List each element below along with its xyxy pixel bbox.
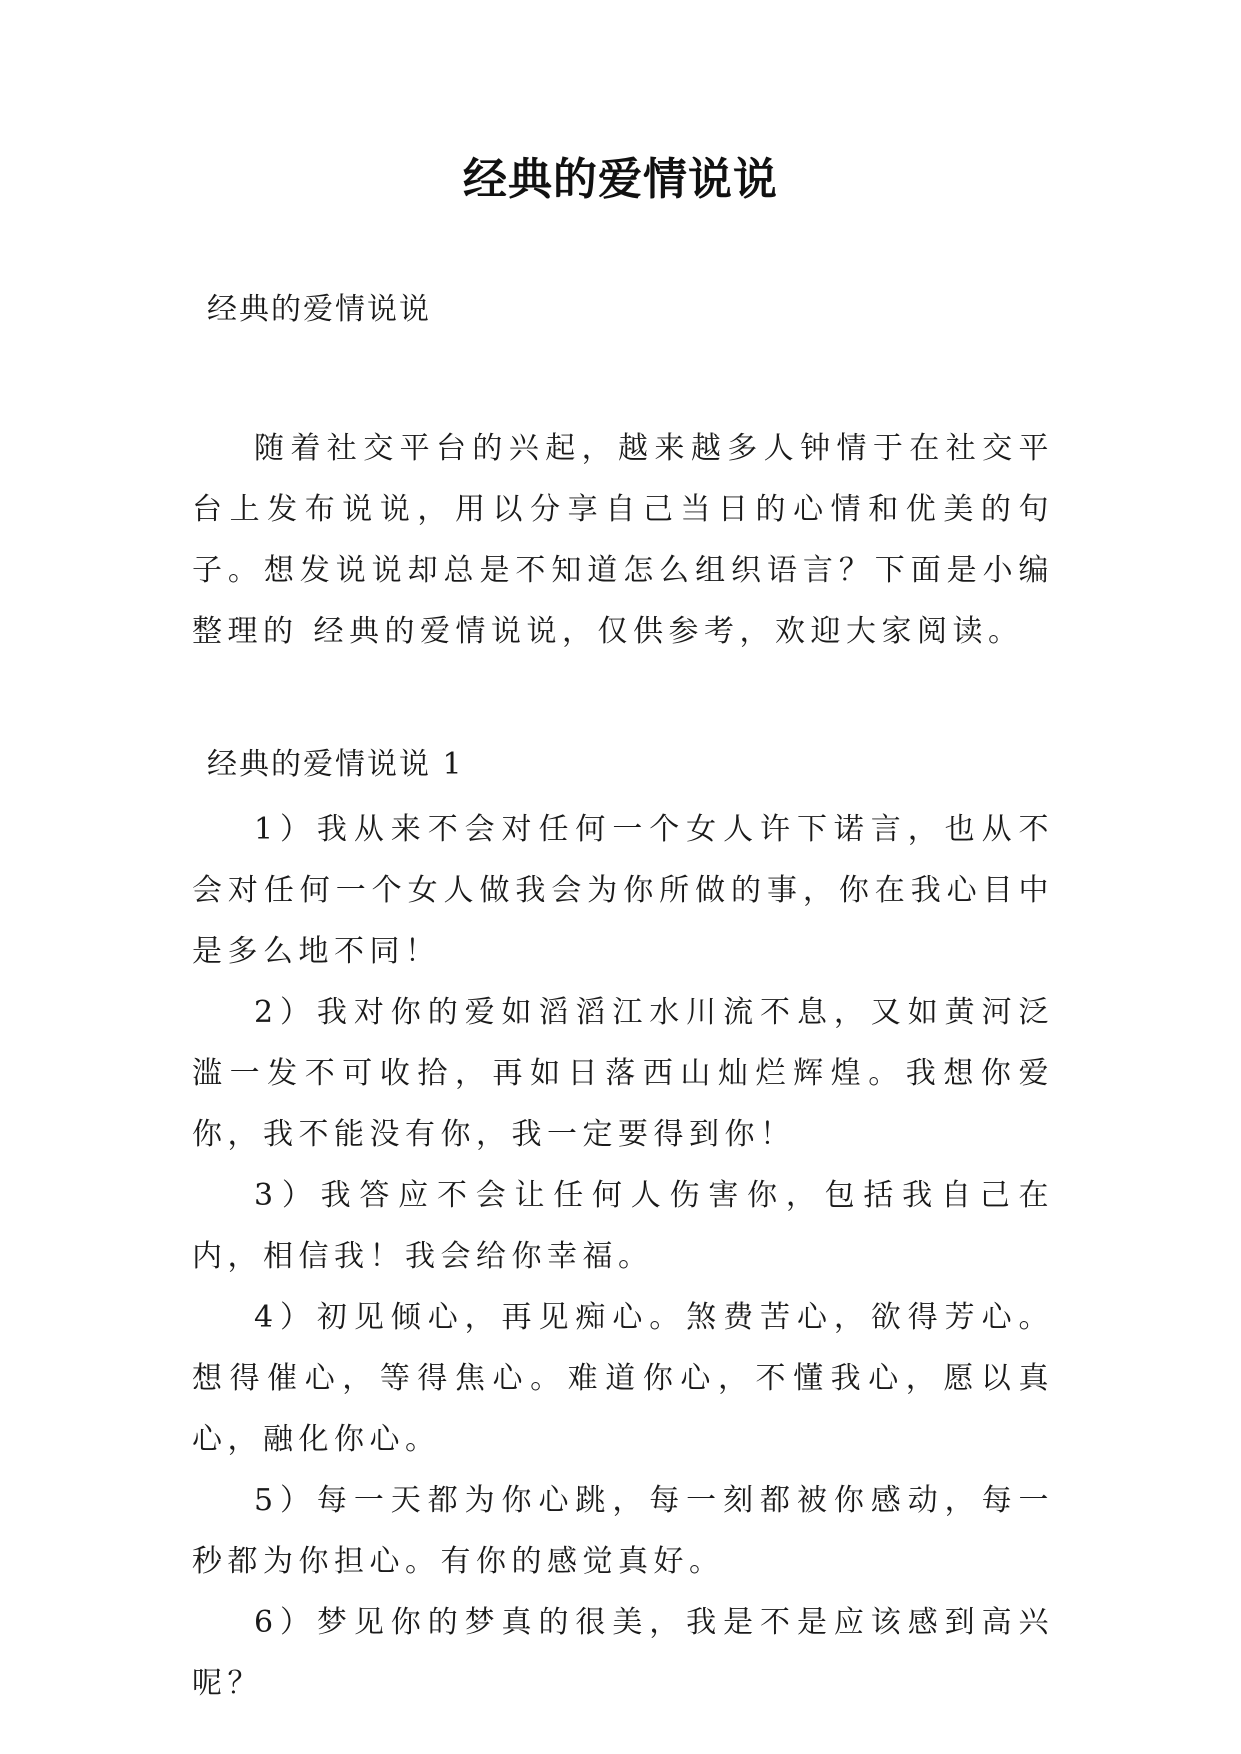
intro-paragraph: 随着社交平台的兴起，越来越多人钟情于在社交平台上发布说说，用以分享自己当日的心情和优美的句子。想发说说却总是不知道怎么组织语言？下面是小编整理的 经典的爱情说说，仅供参考，欢迎大家阅读。 (192, 431, 1054, 649)
list-item: 5）每一天都为你心跳，每一刻都被你感动，每一秒都为你担心。有你的感觉真好。 (192, 1483, 1054, 1579)
list-item: 4）初见倾心，再见痴心。煞费苦心，欲得芳心。想得催心，等得焦心。难道你心，不懂我心，愿以真心，融化你心。 (192, 1300, 1054, 1457)
document-title: 经典的爱情说说 (463, 154, 778, 205)
section-heading: 经典的爱情说说 1 (207, 747, 464, 782)
list-item: 2）我对你的爱如滔滔江水川流不息，又如黄河泛滥一发不可收拾，再如日落西山灿烂辉煌。我想你爱你，我不能没有你，我一定要得到你！ (192, 995, 1054, 1152)
list-item: 1）我从来不会对任何一个女人许下诺言，也从不会对任何一个女人做我会为你所做的事，你在我心目中是多么地不同！ (192, 812, 1054, 969)
document-body (192, 290, 1054, 1714)
list-item: 3）我答应不会让任何人伤害你，包括我自己在内，相信我！我会给你幸福。 (192, 1178, 1054, 1274)
list-item: 6）梦见你的梦真的很美，我是不是应该感到高兴呢？ (192, 1605, 1054, 1701)
document-subtitle: 经典的爱情说说 (207, 292, 431, 327)
